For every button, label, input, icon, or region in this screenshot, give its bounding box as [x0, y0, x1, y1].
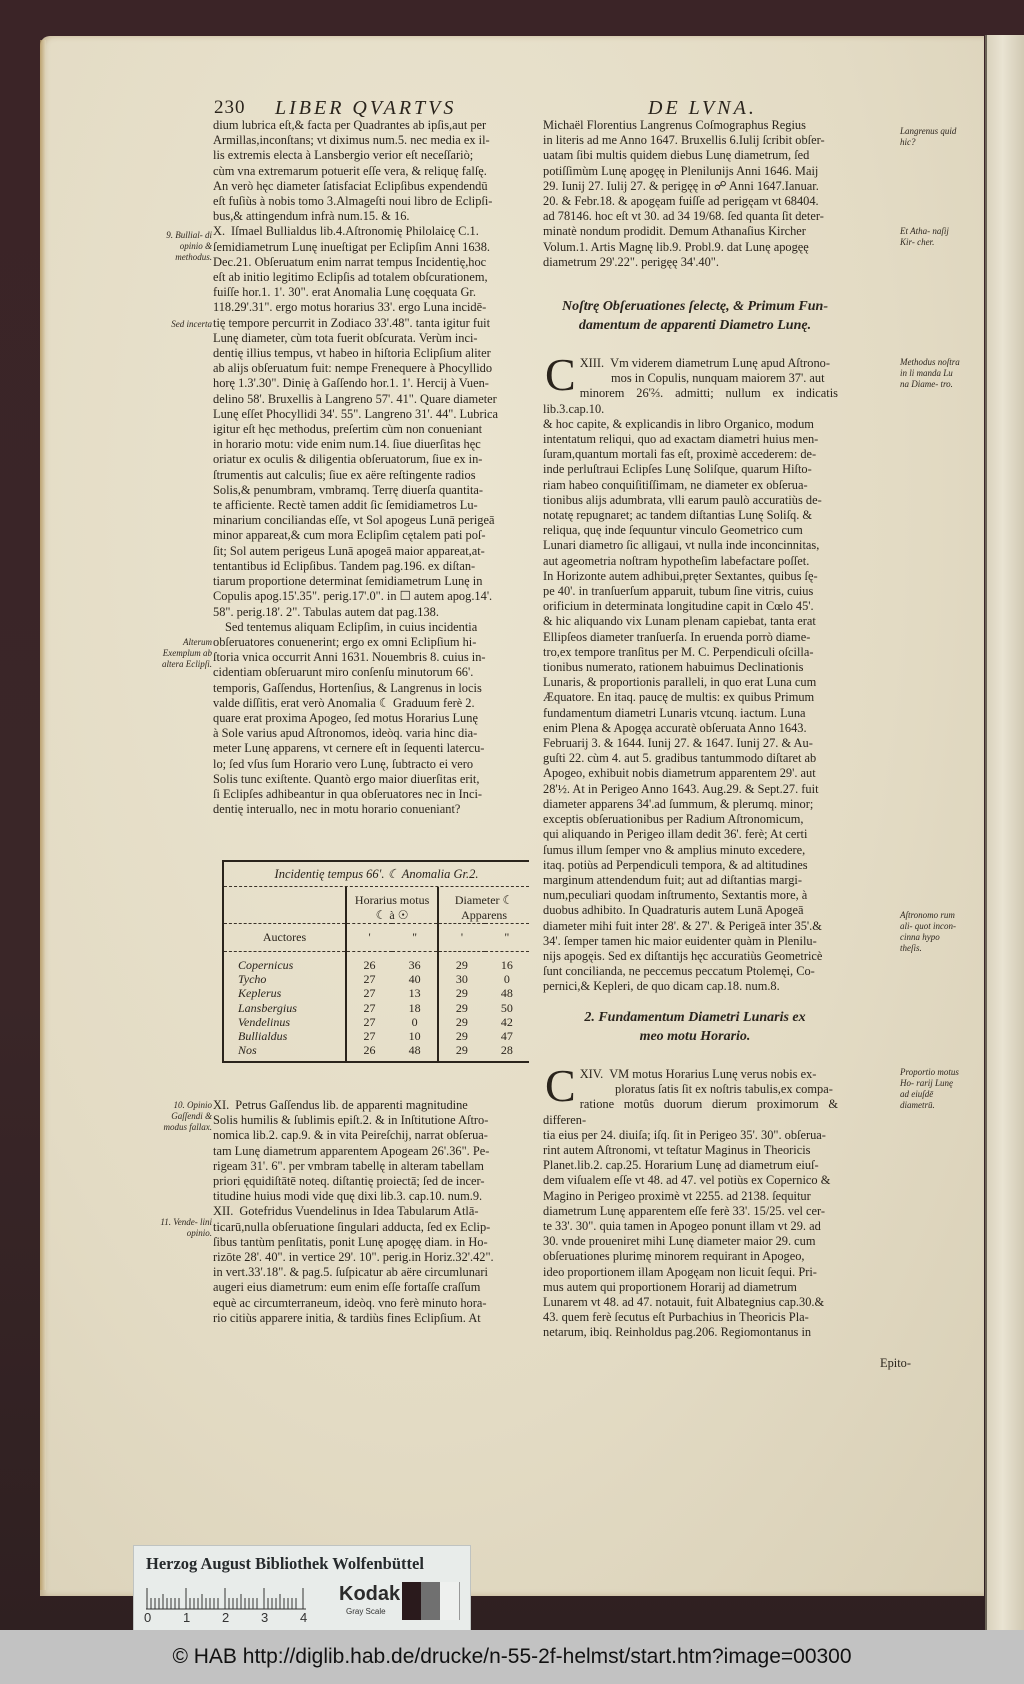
- text-line: Copulis apog.15'.35". perig.17'.0". in ☐ autem apog.14'.: [213, 589, 493, 604]
- right-column: [543, 118, 838, 270]
- text-line: Ellipſeos diameter tranſuerſa. In eruenda porrò diame-: [543, 629, 811, 644]
- ruler-label: 1: [183, 1610, 191, 1625]
- text-line: nomica lib.2. cap.9. & in vita Peireſchij, narrat obſerua-: [213, 1128, 488, 1143]
- header-minutes: ': [438, 924, 484, 952]
- text-line: ſit; Sol autem perigeus Lunā apogeā maior appareat,at-: [213, 543, 485, 558]
- paragraph-numeral: XII.: [213, 1204, 234, 1219]
- text-line: guſti 22. cùm 4. aut 5. gradibus tantummodo diſtaret ab: [543, 751, 817, 766]
- text-line: notatę repugnaret; ac tandem diſtantias Lunę Soliſq. &: [543, 508, 813, 523]
- text-line: intentatum reliqui, quo ad exactam diametri huius men-: [543, 432, 819, 447]
- text-line: rint autem Aſtronomi, vt teſtatur Maginus in Theoricis: [543, 1143, 811, 1158]
- header-auctores: Auctores: [224, 924, 346, 952]
- text-line: 20. & Febr.18. & apogęam fuiſſe ad perigęam vt 68404.: [543, 194, 819, 209]
- text-line: 58". perig.18'. 2". Tabulas autem dat pag.138.: [213, 604, 439, 619]
- text-line: 30. vnde proueniret mihi Lunę diameter maior 29. cum: [543, 1234, 816, 1249]
- margin-note-kircher: Et Atha- naſij Kir- cher.: [900, 226, 949, 247]
- text-line: minor appareat,& cum mora Eclipſim cętalem pati poſ-: [213, 528, 486, 543]
- copyright-footer: © HAB http://diglib.hab.de/drucke/n-55-2f-helmst/start.htm?image=00300: [0, 1630, 1024, 1684]
- ruler-label: 3: [261, 1610, 269, 1625]
- text-line: rio citiùs apparere initia, & tardiùs fines Eclipſium. At: [213, 1310, 481, 1325]
- continuation-paragraph: [213, 118, 509, 224]
- margin-note-gassendi: 10. Opinio Gaſſendi & modus fallax.: [163, 1100, 212, 1132]
- text-line: diametrum 29'.22". perigęę 34'.40".: [543, 254, 719, 269]
- text-line: ab alijs obſeruatum fuit: nempe Frenequere à Phocyllido: [213, 361, 493, 376]
- text-line: minatè nondum prodidit. Demum Athanaſius Kircher: [543, 224, 806, 239]
- table-row: [224, 1015, 529, 1029]
- text-line: Iſmael Bullialdus lib.4.Aſtronomię Philolaicę C.1.: [231, 224, 479, 239]
- text-line: minorem 26'⅔. admitti; nullum ex indicatis lib.3.cap.10.: [543, 386, 838, 416]
- cell: 29: [438, 986, 484, 1000]
- text-line: obſeruationes plurimę minorem requirant in Apogeo,: [543, 1249, 805, 1264]
- text-line: Dec.21. Obſeruatum enim narrat tempus Incidentię,hoc: [213, 254, 487, 269]
- text-line: diameter mihi fuit inter 28'. & 27'. & Perigeā inter 35'.&: [543, 918, 822, 933]
- text-line: ticarū,nulla obſeruatione ſingulari adducta, ſed ex Eclip-: [213, 1219, 491, 1234]
- text-line: orificium in determinata longitudine capit in Cœlo 45'.: [543, 599, 814, 614]
- cell: 29: [438, 952, 484, 973]
- cell: 40: [408, 972, 421, 987]
- text-line: te 33'. 30". quia tamen in Apogeo ponunt illam vt 29. ad: [543, 1219, 821, 1234]
- paragraph-numeral: X.: [213, 224, 226, 239]
- text-line: cidentiam obſeruarunt miro conſenſu minutorum 66'.: [213, 665, 474, 680]
- text-line: 43. quem ferè ſecutus eſt Purbachius in Theoricis Pla-: [543, 1310, 809, 1325]
- text-line: bus,& attingendum infrà num.15. & 16.: [213, 209, 410, 224]
- margin-note-vendelini: 11. Vende- lini opinio.: [160, 1217, 212, 1238]
- heading-line: meo motu Horario.: [639, 1029, 751, 1044]
- header-seconds: '': [485, 924, 529, 952]
- gray-swatch-dark: [402, 1582, 421, 1620]
- text-line: in literis ad me Anno 1647. Bruxellis 6.Iulij ſcribit obſer-: [543, 133, 825, 148]
- cell: 27: [346, 1029, 392, 1043]
- text-line: Lunę diameter, cùm tota fuerit obſcurata. Verùm inci-: [213, 330, 478, 345]
- text-line: aut ageometria noſtram hypotheſim labefactare poſſet.: [543, 553, 810, 568]
- ruler-label: 4: [300, 1610, 308, 1625]
- paragraph-alterum-body: [213, 635, 509, 817]
- heading-line: damentum de apparenti Diametro Lunę.: [578, 318, 812, 333]
- text-line: Lunaris, & proportionis paralleli, in quo erat Luna cum: [543, 675, 817, 690]
- cell: 48: [408, 1043, 421, 1058]
- gray-swatch-light: [440, 1582, 460, 1620]
- text-line: pe 40'. in tranſuerſum apparuit, tubum ſine vitris, cuius: [543, 584, 814, 599]
- gray-swatch-mid: [421, 1582, 440, 1620]
- header-diameter-apparens: Diameter ☾ Apparens: [438, 887, 529, 924]
- text-line: meter Lunę apparens, vt cernere eſt in ſequenti latercu-: [213, 741, 485, 756]
- langrenus-paragraph: [543, 118, 838, 270]
- text-line: augeri eius diametrum: eum enim eſſe fortaſſe craſſum: [213, 1280, 481, 1295]
- ruler-scale-icon: [146, 1584, 311, 1610]
- text-line: te afficiente. Rectè tamen addit ſic ſemidiametros Lu-: [213, 498, 478, 513]
- text-line: ſunt concilianda, ne peccemus peccatum Ptolemęi, Co-: [543, 964, 815, 979]
- blank-header: [224, 887, 346, 924]
- cell: 26: [346, 1043, 392, 1061]
- text-line: Magino in Perigeo proximè vt 2255. ad 2138. ſequitur: [543, 1188, 811, 1203]
- cell: 28: [500, 1043, 513, 1058]
- text-line: 34'. ſemper tamen hic maior euidenter quàm in Plenilu-: [543, 933, 817, 948]
- running-head-left: LIBER QVARTVS: [275, 97, 457, 119]
- text-line: Lunarem vt 48. ad 47. notauit, fuit Albategnius cap.30.&: [543, 1295, 825, 1310]
- text-line: ſuram,quantum mortali fas eſt, proximè accederem: de-: [543, 447, 817, 462]
- text-line: inde perluſtraui Eclipſes Lunę Soliſque, quarum Hiſto-: [543, 462, 812, 477]
- table-grid: [224, 887, 529, 1061]
- page-number: 230: [214, 97, 246, 118]
- text-line: ſemidiametrum Lunę inueſtigat per Eclipſim Anni 1638.: [213, 239, 491, 254]
- text-line: 118.29'.31". ergo motus horarius 33'. ergo Luna incidē-: [213, 300, 487, 315]
- library-colorbar-card: [133, 1545, 471, 1633]
- author-cell: Nos: [238, 1043, 257, 1058]
- cell: 42: [500, 1014, 513, 1029]
- table-row: [224, 986, 529, 1000]
- text-line: lo; ſed vſus ſum Horario vero Lunę, ſubtracto ei vero: [213, 756, 474, 771]
- text-line: pernici,& Kepleri, de quo dicam cap.18. num.8.: [543, 979, 780, 994]
- text-line: oriatur ex oculis & diligentia obſeruatorum, ſiue ex in-: [213, 452, 483, 467]
- cell: 47: [500, 1029, 513, 1044]
- text-line: An verò hęc diameter ſatisfaciat Eclipſibus expendendū: [213, 178, 488, 193]
- text-line: In Horizonte autem adhibui,pręter Sextantes, quibus ſę-: [543, 568, 818, 583]
- heading-line: 2. Fundamentum Diametri Lunaris ex: [584, 1010, 806, 1025]
- cell: 29: [438, 1001, 484, 1015]
- text-line: tiarum proportione determinat ſemidiametrum Lunę in: [213, 574, 483, 589]
- margin-note-incerta: Sed incerta: [171, 319, 212, 329]
- text-line: Sed tentemus aliquam Eclipſim, in cuius incidentia: [225, 619, 478, 634]
- paragraph-xi: [213, 1098, 509, 1204]
- cell: 27: [346, 1015, 392, 1029]
- text-line: ſtrumentis aut calculis; ſiue ex aëre reſtingente radios: [213, 467, 476, 482]
- cell: 13: [408, 986, 421, 1001]
- text-line: dium lubrica eſt,& facta per Quadrantes ab ipſis,aut per: [213, 118, 487, 132]
- text-line: ploratus ſatis ſit ex noſtris tabulis,ex compa-: [615, 1082, 833, 1097]
- text-line: tię tempore percurrit in Zodiaco 33'.48". tanta igitur fuit: [213, 315, 491, 330]
- text-line: quare erat proxima Apogeo, ſed motus Horarius Lunę: [213, 710, 478, 725]
- paragraph-numeral: XIII.: [579, 356, 605, 370]
- text-line: exceptis obſeruationibus per Radium Aſtronomicum,: [543, 812, 804, 827]
- text-line: enim Plena & Apogęa accuratè obſeruata Anno 1643.: [543, 720, 807, 735]
- text-line: ideo proportionem illam Apogęam non licuit ſequi. Pri-: [543, 1264, 817, 1279]
- cell: 30: [438, 972, 484, 986]
- author-cell: Keplerus: [238, 986, 282, 1001]
- text-line: ad 78146. hoc eſt vt 30. ad 34 19/68. ſed quanta ſit deter-: [543, 209, 824, 224]
- cell: 36: [408, 958, 421, 972]
- text-line: eſt ab initio legitimo Eclipſis ad totalem obſcurationem,: [213, 270, 488, 285]
- margin-note-bullialdi: 9. Bullial- di opinio & methodus.: [166, 230, 212, 262]
- text-line: duobus adhibito. In Quadraturis autem Lunā Apogeā: [543, 903, 804, 918]
- text-line: Michaël Florentius Langrenus Coſmographus Regius: [543, 118, 806, 132]
- text-line: Planet.lib.2. cap.25. Horarium Lunę ad diametrum eiuſ-: [543, 1158, 819, 1173]
- margin-note-proportio: Proportio motus Ho- rarij Lunę ad eiuſdē diametrū.: [900, 1067, 959, 1110]
- left-column-lower: [213, 1098, 509, 1326]
- text-line: Februarij 3. & 1644. Iunij 27. & 1647. Iunij 27. & Au-: [543, 736, 813, 751]
- cell: 26: [346, 952, 392, 973]
- author-cell: Lansbergius: [238, 1000, 297, 1015]
- paragraph-alterum: [213, 620, 509, 635]
- text-line: minarium conciliandas eſſe, vt Sol apogeus Lunā perigeā: [213, 513, 495, 528]
- table-row: [224, 952, 529, 973]
- text-line: 29. Iunij 27. Iulij 27. & perigęę in ☍ Anni 1647.Ianuar.: [543, 178, 819, 193]
- cell: 27: [346, 1001, 392, 1015]
- text-line: Solis tunc exiſtente. Quantò ergo maior diuerſitas erit,: [213, 771, 480, 786]
- text-line: in vert.33'.18". & pag.5. ſuſpicatur ab aëre circumlunari: [213, 1265, 488, 1280]
- kodak-logo: Kodak: [339, 1583, 401, 1605]
- text-line: Gotefridus Vuendelinus in Idea Tabularum Atlā-: [239, 1204, 479, 1219]
- text-line: lis extremis electa à Lansbergio verior eſt neceſſariò;: [213, 148, 474, 163]
- table-row: [224, 972, 529, 986]
- text-line: mos in Copulis, nunquam maiorem 37'. aut: [611, 371, 825, 386]
- text-line: obſeruatores conuenerint; ergo ex omni Eclipſium hi-: [213, 634, 477, 649]
- table-title: Incidentię tempus 66'. ☾ Anomalia Gr.2.: [224, 862, 529, 887]
- text-line: & hic aliquando vix Lunam plenam capiebat, tanta erat: [543, 614, 816, 629]
- text-line: Armillas,inconſtans; vt diximus num.5. nec media ex il-: [213, 133, 490, 148]
- text-line: Vm viderem diametrum Lunę apud Aſtrono-: [610, 356, 831, 370]
- text-line: Volum.1. Artis Magnę lib.9. Probl.9. dat Lunę apogęę: [543, 239, 809, 254]
- text-line: dem viſualem eſſe vt 48. ad 47. vel potiùs ex Copernico &: [543, 1173, 831, 1188]
- section-heading-observationes: [545, 297, 845, 335]
- text-line: ſibus tantùm penſitatis, ponit Lunę apogęę diam. in Ho-: [213, 1234, 488, 1249]
- table-row: [224, 1001, 529, 1015]
- paragraph-x: [213, 224, 509, 619]
- author-cell: Bullialdus: [238, 1029, 288, 1044]
- text-line: tro,ex tempore tranſitus per M. C. Perpendiculi oſcilla-: [543, 644, 814, 659]
- cell: 29: [438, 1043, 484, 1061]
- cell: 29: [438, 1015, 484, 1029]
- text-line: Lunę eſſet Phocyllidi 34'. 55". Langreno 31'. 44". Lubrica: [213, 406, 499, 421]
- table-row: [224, 1029, 529, 1043]
- paragraph-numeral: XI.: [213, 1098, 230, 1112]
- text-line: titudine huius modi vide quę dixi lib.3. cap.10. num.9.: [213, 1189, 483, 1204]
- left-column: [213, 118, 509, 817]
- ruler-label: 2: [222, 1610, 230, 1625]
- text-line: cùm vna extremarum potuerit eſſe vera, & reliquę falſę.: [213, 163, 487, 178]
- library-name: Herzog August Bibliothek Wolfenbüttel: [146, 1554, 424, 1573]
- text-line: VM motus Horarius Lunę verus nobis ex-: [609, 1067, 817, 1081]
- text-line: horę 1.3'.30". Dinię à Gaſſendo hor.1. 1'. Hercij à Vuen-: [213, 376, 489, 391]
- text-line: nijs apogęis. Sed ex diſtantijs hęc accuratiùs Geometricè: [543, 948, 823, 963]
- text-line: ſumus illum ſemper vno & amplius minuto excedere,: [543, 842, 806, 857]
- header-seconds: '': [392, 924, 438, 952]
- book-page: [40, 36, 984, 1596]
- table-row: [224, 1043, 529, 1061]
- author-cell: Vendelinus: [238, 1014, 290, 1029]
- section-heading-fundamentum: [545, 1008, 845, 1046]
- text-line: valde diſſitis, erat verò Anomalia ☾ Graduum ferè 2.: [213, 695, 475, 710]
- header-minutes: ': [346, 924, 392, 952]
- margin-note-langrenus: Langrenus quid hic?: [900, 126, 957, 147]
- text-line: igitur eſt hęc methodus, preſertim cùm non conueniant: [213, 422, 483, 437]
- cell: 50: [500, 1000, 513, 1015]
- text-line: temporis, Gaſſendus, Hortenſius, & Langrenus in locis: [213, 680, 482, 695]
- text-line: tentantibus id Eclipſibus. Tandem pag.196. ex diſtan-: [213, 558, 476, 573]
- text-line: 28'½. At in Perigeo Anno 1643. Aug.29. & Sept.27. fuit: [543, 781, 819, 796]
- ruler-labels: [144, 1610, 324, 1626]
- author-cell: Copernicus: [238, 958, 294, 972]
- text-line: tia eius per 24. diuiſa; iſq. ſit in Perigeo 35'. 30". obſerua-: [543, 1127, 826, 1142]
- text-line: reliqua, quę inde ſequuntur vinculo Geometrico cum: [543, 523, 803, 538]
- text-line: ſi Eclipſes adhibeantur in qua obſeruatores nec in Inci-: [213, 786, 483, 801]
- drop-cap: C: [545, 349, 576, 400]
- text-line: rigeam 31'. 6". per vmbram tabellę in alteram tabellam: [213, 1158, 484, 1173]
- drop-cap: C: [545, 1060, 576, 1111]
- text-line: marginum attendendum fuit; aut ad diſtantias margi-: [543, 872, 802, 887]
- text-line: uatam ſibi multis quidem diebus Lunę diametrum, ſed: [543, 148, 810, 163]
- text-line: Petrus Gaſſendus lib. de apparenti magnitudine: [235, 1098, 468, 1112]
- text-line: itaq. potiùs ad Perpendiculi tempora, & ad altitudines: [543, 857, 808, 872]
- text-line: priori ęquidiſtātē noteq. diſtantię proiectā; ſed de incer-: [213, 1174, 485, 1189]
- text-line: Æquatore. En itaq. paucę de multis: ex quibus Primum: [543, 690, 815, 705]
- text-line: dentię illius tempus, vt habeo in hiſtoria Eclipſium aliter: [213, 346, 491, 361]
- paragraph-xiii: [543, 349, 838, 995]
- text-line: Solis humilis & ſublimis epiſt.2. & in Inſtitutione Aſtro-: [213, 1113, 489, 1128]
- catchword: Epito-: [880, 1356, 911, 1370]
- cell: 0: [411, 1014, 418, 1029]
- paragraph-xii: [213, 1204, 509, 1326]
- text-line: ſtoria vnica occurrit Anni 1631. Nouembris 8. cuius in-: [213, 650, 486, 665]
- margin-note-alterum: Alterum Exemplum ab altera Eclipſi.: [162, 637, 212, 669]
- text-line: delino 58'. Bruxellis à Langreno 57'. 41". Quare diameter: [213, 391, 497, 406]
- kodak-subtitle: Gray Scale: [346, 1607, 386, 1616]
- text-line: qui aliquando in Perigeo illam dedit 36'. ferè; At certi: [543, 827, 808, 842]
- text-line: eſt fuſiùs à nobis tomo 3.Almageſti noui libro de Eclipſi-: [213, 194, 493, 209]
- margin-note-astronomorum: Aſtronomo rum ali- quot incon- cinna hypo theſis.: [900, 910, 956, 953]
- cell: 27: [346, 972, 392, 986]
- text-line: diametrum Lunę apparentem eſſe ferè 33'. 15/25. vel cer-: [543, 1203, 826, 1218]
- text-line: tionibus alijs adumbrata, vlli earum paulò accuratiùs de-: [543, 492, 822, 507]
- text-line: & hoc capite, & explicandis in libro Organico, modum: [543, 416, 814, 431]
- text-line: in horario motu: vide enim num.14. ſiue diuerſitas hęc: [213, 437, 481, 452]
- text-line: à Sole varius apud Aſtronomos, ideòq. varia hinc dia-: [213, 726, 478, 741]
- running-head-right: DE LVNA.: [648, 97, 757, 119]
- text-line: fundamentum diametri Lunaris vtcunq. iactum. Luna: [543, 705, 806, 720]
- lunar-diameter-table: [222, 860, 529, 1063]
- text-line: fuiſſe hor.1. 1'. 30". erat Anomalia Lunę coęquata Gr.: [213, 285, 476, 300]
- ruler-label: 0: [144, 1610, 152, 1625]
- text-line: diameter apparens 34'.ad ſummum, & plerumq. minor;: [543, 796, 814, 811]
- text-line: riam habeo conquiſitiſſimam, ne diameter ex obſerua-: [543, 477, 808, 492]
- text-line: Lunari diametro ſic alligaui, vt nulla inde inconcinnitas,: [543, 538, 820, 553]
- cell: 18: [408, 1000, 421, 1015]
- text-line: rizōte 28'. 40". in vertice 29'. 10". perig.in Horiz.32'.42".: [213, 1250, 494, 1265]
- text-line: Solis,& penumbram, vmbramq. Terrę diuerſa quantita-: [213, 482, 484, 497]
- cell: 0: [503, 972, 510, 987]
- cell: 16: [500, 958, 513, 972]
- paragraph-numeral: XIV.: [579, 1067, 604, 1081]
- page-gutter-shadow: [40, 40, 46, 1590]
- text-line: dentię interuallo, nec in motu horario conueniant?: [213, 802, 461, 817]
- margin-note-methodus: Methodus noſtra in li manda Lu na Diame- tro.: [900, 357, 960, 389]
- cell: 29: [438, 1029, 484, 1043]
- cell: 27: [346, 986, 392, 1000]
- author-cell: Tycho: [238, 972, 267, 987]
- facing-page-edge: [985, 35, 1024, 1630]
- paragraph-xiv: [543, 1060, 838, 1341]
- text-line: potiſſimùm Lunę apogęę in Plenilunijs Anni 1646. Maij: [543, 163, 819, 178]
- cell: 48: [500, 986, 513, 1001]
- text-line: tam Lunę diametrum apparentem Apogeam 26'.36". Pe-: [213, 1143, 490, 1158]
- text-line: equè ac circumterraneum, ideòq. vno ferè minuto hora-: [213, 1295, 487, 1310]
- text-line: ratione motûs duorum dierum proximorum & differen-: [543, 1097, 838, 1127]
- text-line: Apogeo, exhibuit nobis diametrum apparentem 29'. aut: [543, 766, 816, 781]
- text-line: mus autem qui proportionem Horarij ad diametrum: [543, 1279, 797, 1294]
- heading-line: Noſtrę Obſeruationes ſelectę, & Primum Fun-: [562, 299, 828, 314]
- text-line: netarum, ibiq. Reinholdus pag.206. Regiomontanus in: [543, 1325, 812, 1340]
- header-horarius-motus: Horarius motus ☾ à ☉: [346, 887, 438, 924]
- text-line: tionibus numerato, rationem habuimus Declinationis: [543, 660, 804, 675]
- text-line: num,peculiari quodam inſtrumento, Sextantis more, à: [543, 888, 808, 903]
- cell: 10: [408, 1029, 421, 1044]
